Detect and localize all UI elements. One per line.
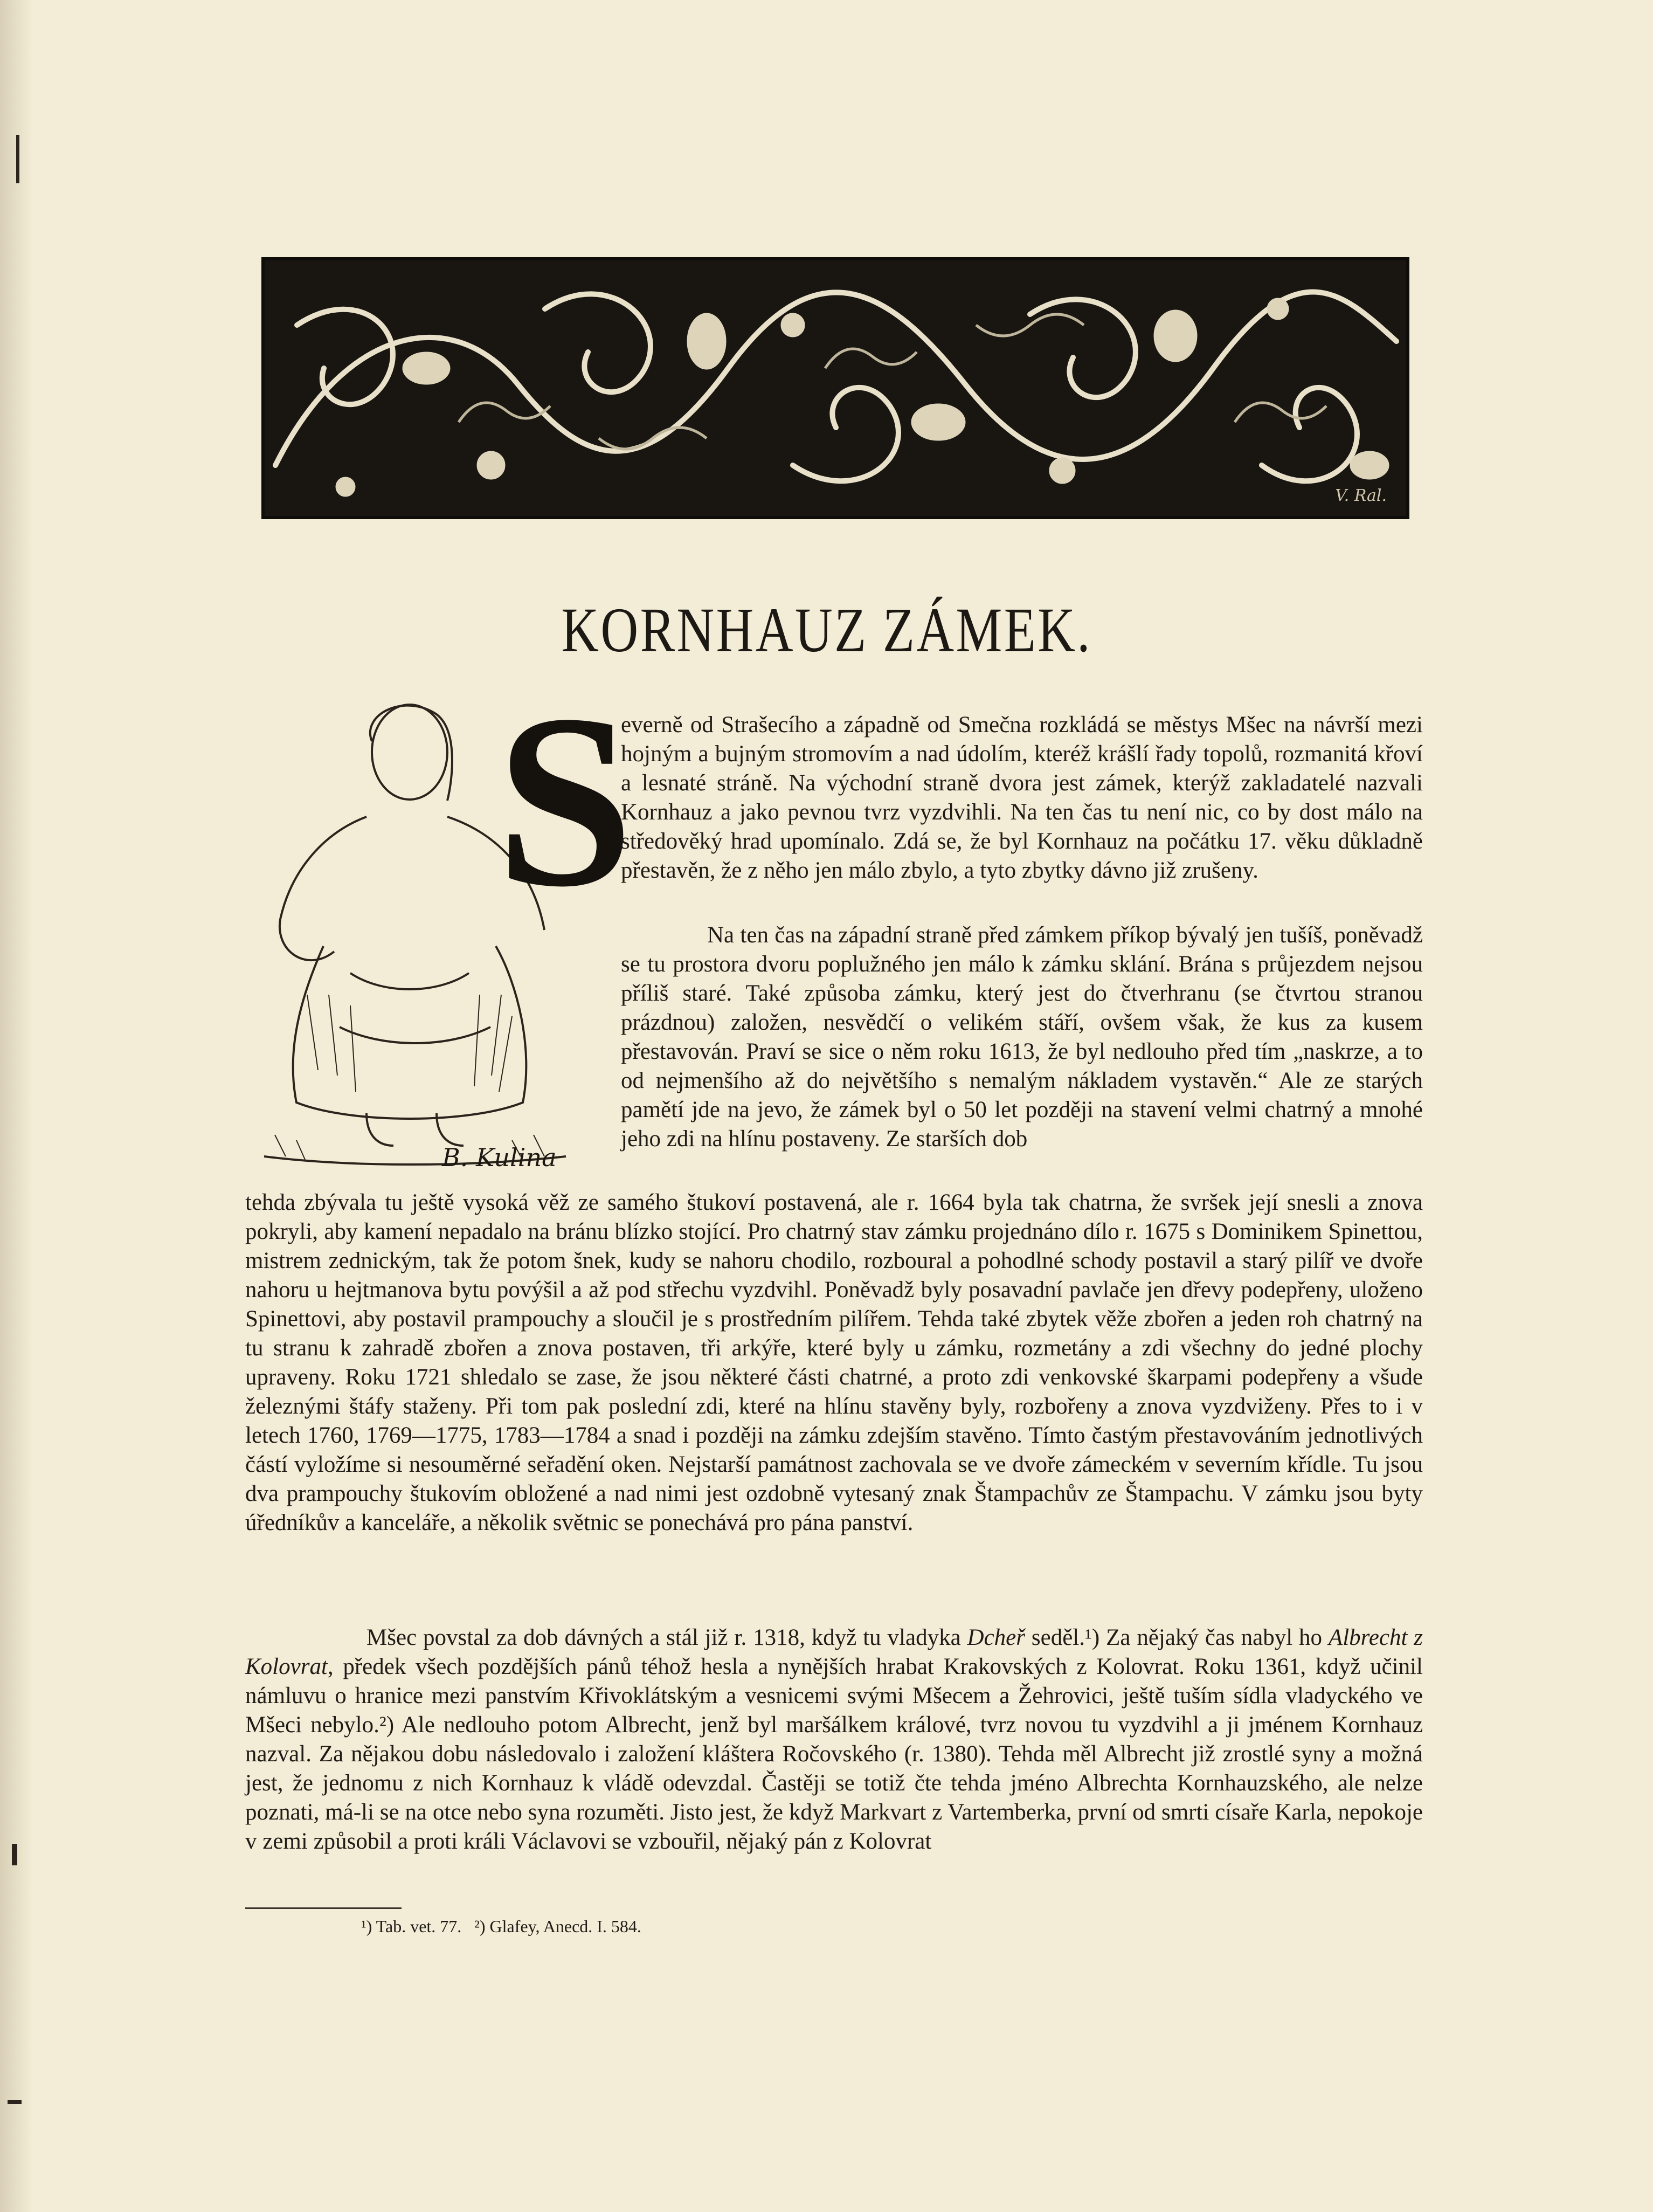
paragraph-1 <box>621 711 1423 885</box>
paragraph-3-part-b: seděl.¹) Za nějaký čas nabyl ho <box>1025 1625 1329 1650</box>
paragraph-3 <box>245 1623 1423 1856</box>
paragraph-3-part-a: Mšec povstal za dob dávných a stál již r. 1318, když tu vladyka <box>366 1625 967 1650</box>
paragraph-3-part-c: , předek všech pozdějších pánů téhož hesla a nynějších hrabat Krakovských z Kolovrat. Roku 1361, když učinil námluvu o hranice mezi panstvím Křivoklátským a vesnicemi svými Mšecem a Žehrovici, ještě tuším sídla vladyckého ve Mšeci nebylo.²) Ale nedlouho potom Albrecht, jenž byl maršálkem králové, tvrz novou tu vyzdvihl a ji jménem Kornhauz nazval. Za nějakou dobu následovalo i založení kláštera Ročovského (r. 1380). Tehda měl Albrecht již zrostlé syny a možná jest, že jednomu z nich Kornhauz k vládě odevzdal. Častěji se totiž čte tehda jméno Albrechta Kornhauzského, ale nelze poznati, má-li se na otce nebo syna rozuměti. Jisto jest, že když Markvart z Vartemberka, první od smrti císaře Karla, nepokoje v zemi způsobil a proti králi Václavovi se vzbouřil, nějaký pán z Kolovrat <box>245 1654 1423 1854</box>
decorative-initial: S <box>496 663 634 938</box>
edge-mark <box>12 1844 17 1865</box>
illustrator-signature: B. Kulina <box>442 1143 557 1172</box>
name-dcher: Dcheř <box>967 1625 1026 1650</box>
edge-mark <box>8 2100 22 2104</box>
paragraph-2-start: Na ten čas na západní straně před zámkem příkop bývalý jen tušíš, poněvadž se tu prostora dvoru poplužného jen málo k zámku sklání. Brána s průjezdem nejsou příliš staré. Také způsoba zámku, který jest do čtverhranu (se čtvrtou stranou prázdnou) založen, nesvědčí o velikém stáří, ovšem však, že kus za kusem přestavován. Praví se sice o něm roku 1613, že byl nedlouho před tím „naskrze, a to od nejmenšího až do největšího s nemalým nákladem vystavěn.“ Ale ze starých pamětí jde na jevo, že zámek byl o 50 let později na stavení velmi chatrný a mnohé jeho zdi na hlínu postaveny. Ze starších dob <box>621 922 1423 1152</box>
paragraph-2-wide <box>245 1188 1423 1538</box>
footnote-divider <box>245 1907 402 1909</box>
paragraph-2-rest: tehda zbývala tu ještě vysoká věž ze samého štukoví postavená, ale r. 1664 byla tak chatrna, že svršek její snesli a znova pokryli, aby kamení nepadalo na bránu blízko stojící. Pro chatrný stav zámku projednáno dílo r. 1675 s Dominikem Spinettou, mistrem zednickým, tak že potom šnek, kudy se nahoru chodilo, rozboural a pohodlné schody postavil a starý pilíř ve dvoře nahoru u hejtmanova bytu povýšil a až pod střechu vyzdvihl. Poněvadž byly posavadní pavlače jen dřevy podepřeny, uloženo Spinettovi, aby postavil prampouchy a sloučil je s prostředním pilířem. Tehda také zbytek věže zbořen a jeden roh chatrný na tu stranu k zahradě zbořen a znova postaven, tři arkýře, které byly u zámku, rozmetány a zdi všechny do jedné plochy upraveny. Roku 1721 shledalo se zase, že jsou některé části chatrné, a proto zdi venkovské škarpami podepřeny a všude železnými štáfy staženy. Při tom pak poslední zdi, které na hlínu stavěny byly, rozbořeny a znova vyzdviženy. Přes to i v letech 1760, 1769—1775, 1783—1784 a snad i později na zámku zdejším stavěno. Tímto častým přestavováním jednotlivých částí vyložíme si nesouměrné seřadění oken. Nejstarší památnost zachovala se ve dvoře zámeckém v severním křídle. Tu jsou dva prampouchy štukovím obložené a nad nimi jest ozdobně vytesaný znak Štampachův ze Štampachu. V zámku jsou byty úředníkův a kanceláře, a několik světnic se ponechává pro pána panství. <box>245 1190 1423 1535</box>
floral-ornament <box>265 260 1406 516</box>
page-edge-shadow <box>0 0 32 2212</box>
name-albrecht: Albrecht z Kolovrat <box>245 1625 1423 1679</box>
ornamental-header-band <box>261 257 1409 519</box>
paragraph-3-text <box>245 1623 1423 1856</box>
ornament-signature: V. Ral. <box>1335 486 1387 505</box>
page-title: KORNHAUZ ZÁMEK. <box>561 595 1092 665</box>
edge-mark <box>16 135 19 183</box>
footnotes: ¹) Tab. vet. 77. ²) Glafey, Anecd. I. 584. <box>361 1917 641 1936</box>
paragraph-2-narrow <box>621 921 1423 1154</box>
paragraph-1-text: everně od Strašecího a západně od Smečna rozkládá se městys Mšec na návrší mezi hojným a bujným stromovím a nad údolím, kteréž krášlí řady topolů, rozmanitá křoví a lesnaté stráně. Na východní straně dvora jest zámek, kterýž zakladatelé nazvali Kornhauz a jako pevnou tvrz vyzdvihli. Na ten čas tu není nic, co by dost málo na středověký hrad upomínalo. Zdá se, že byl Kornhauz na počátku 17. věku důkladně přestavěn, že z něho jen málo zbylo, a tyto zbytky dávno již zrušeny. <box>621 712 1423 883</box>
